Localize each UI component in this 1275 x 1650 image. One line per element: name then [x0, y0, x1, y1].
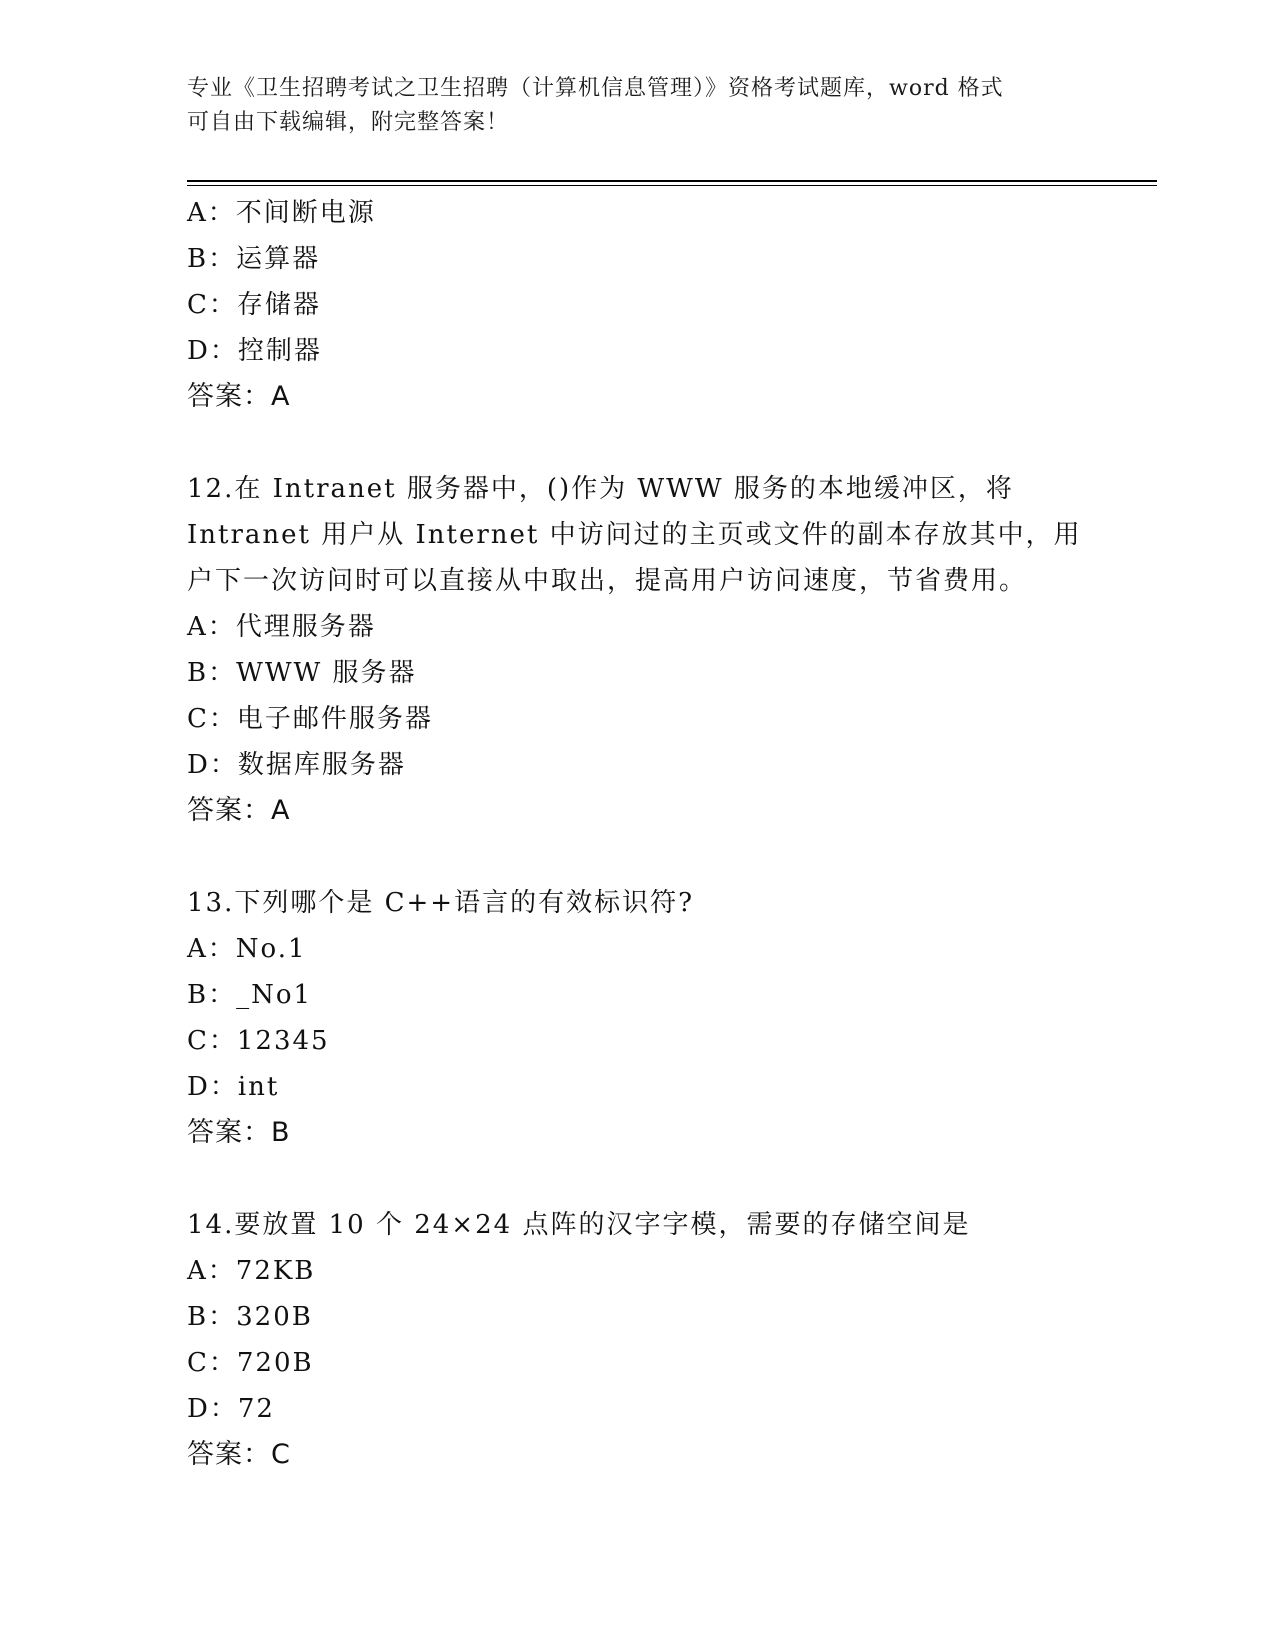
option-b: B：320B: [187, 1302, 313, 1332]
header-divider-thin: [187, 185, 1157, 186]
question-14: [187, 1202, 1087, 1478]
question-list: [187, 190, 1087, 1478]
header-line-1: 专业《卫生招聘考试之卫生招聘（计算机信息管理）》资格考试题库，word 格式: [187, 76, 1004, 101]
option-d: D：72: [187, 1394, 275, 1424]
option-d: D：int: [187, 1072, 280, 1102]
option-a: A：72KB: [187, 1256, 316, 1286]
answer-label: 答案：A: [187, 381, 291, 412]
answer-label: 答案：B: [187, 1117, 291, 1148]
option-a: A：不间断电源: [187, 198, 376, 228]
question-stem-line: 14.要放置 10 个 24×24 点阵的汉字字模，需要的存储空间是: [187, 1210, 971, 1240]
answer-label: 答案：C: [187, 1439, 291, 1470]
header-divider-thick: [187, 180, 1157, 182]
document-header: [187, 72, 1087, 140]
question-stem-line: 13.下列哪个是 C++语言的有效标识符?: [187, 888, 695, 918]
option-d: D：数据库服务器: [187, 750, 406, 780]
option-d: D：控制器: [187, 336, 322, 366]
option-b: B：_No1: [187, 980, 313, 1010]
option-c: C：存储器: [187, 290, 321, 320]
question-stem-line: Intranet 用户从 Internet 中访问过的主页或文件的副本存放其中，用: [187, 520, 1082, 550]
option-c: C：电子邮件服务器: [187, 704, 433, 734]
header-line-2: 可自由下载编辑，附完整答案！: [187, 110, 510, 135]
answer-label: 答案：A: [187, 795, 291, 826]
option-b: B：WWW 服务器: [187, 658, 417, 688]
option-a: A：代理服务器: [187, 612, 376, 642]
option-c: C：12345: [187, 1026, 330, 1056]
question-13: [187, 880, 1087, 1156]
question-12: [187, 466, 1087, 834]
question-11: [187, 190, 1087, 420]
option-b: B：运算器: [187, 244, 321, 274]
question-stem-line: 户下一次访问时可以直接从中取出，提高用户访问速度，节省费用。: [187, 566, 1028, 596]
option-a: A：No.1: [187, 934, 307, 964]
option-c: C：720B: [187, 1348, 314, 1378]
question-stem-line: 12.在 Intranet 服务器中，()作为 WWW 服务的本地缓冲区，将: [187, 474, 1014, 504]
